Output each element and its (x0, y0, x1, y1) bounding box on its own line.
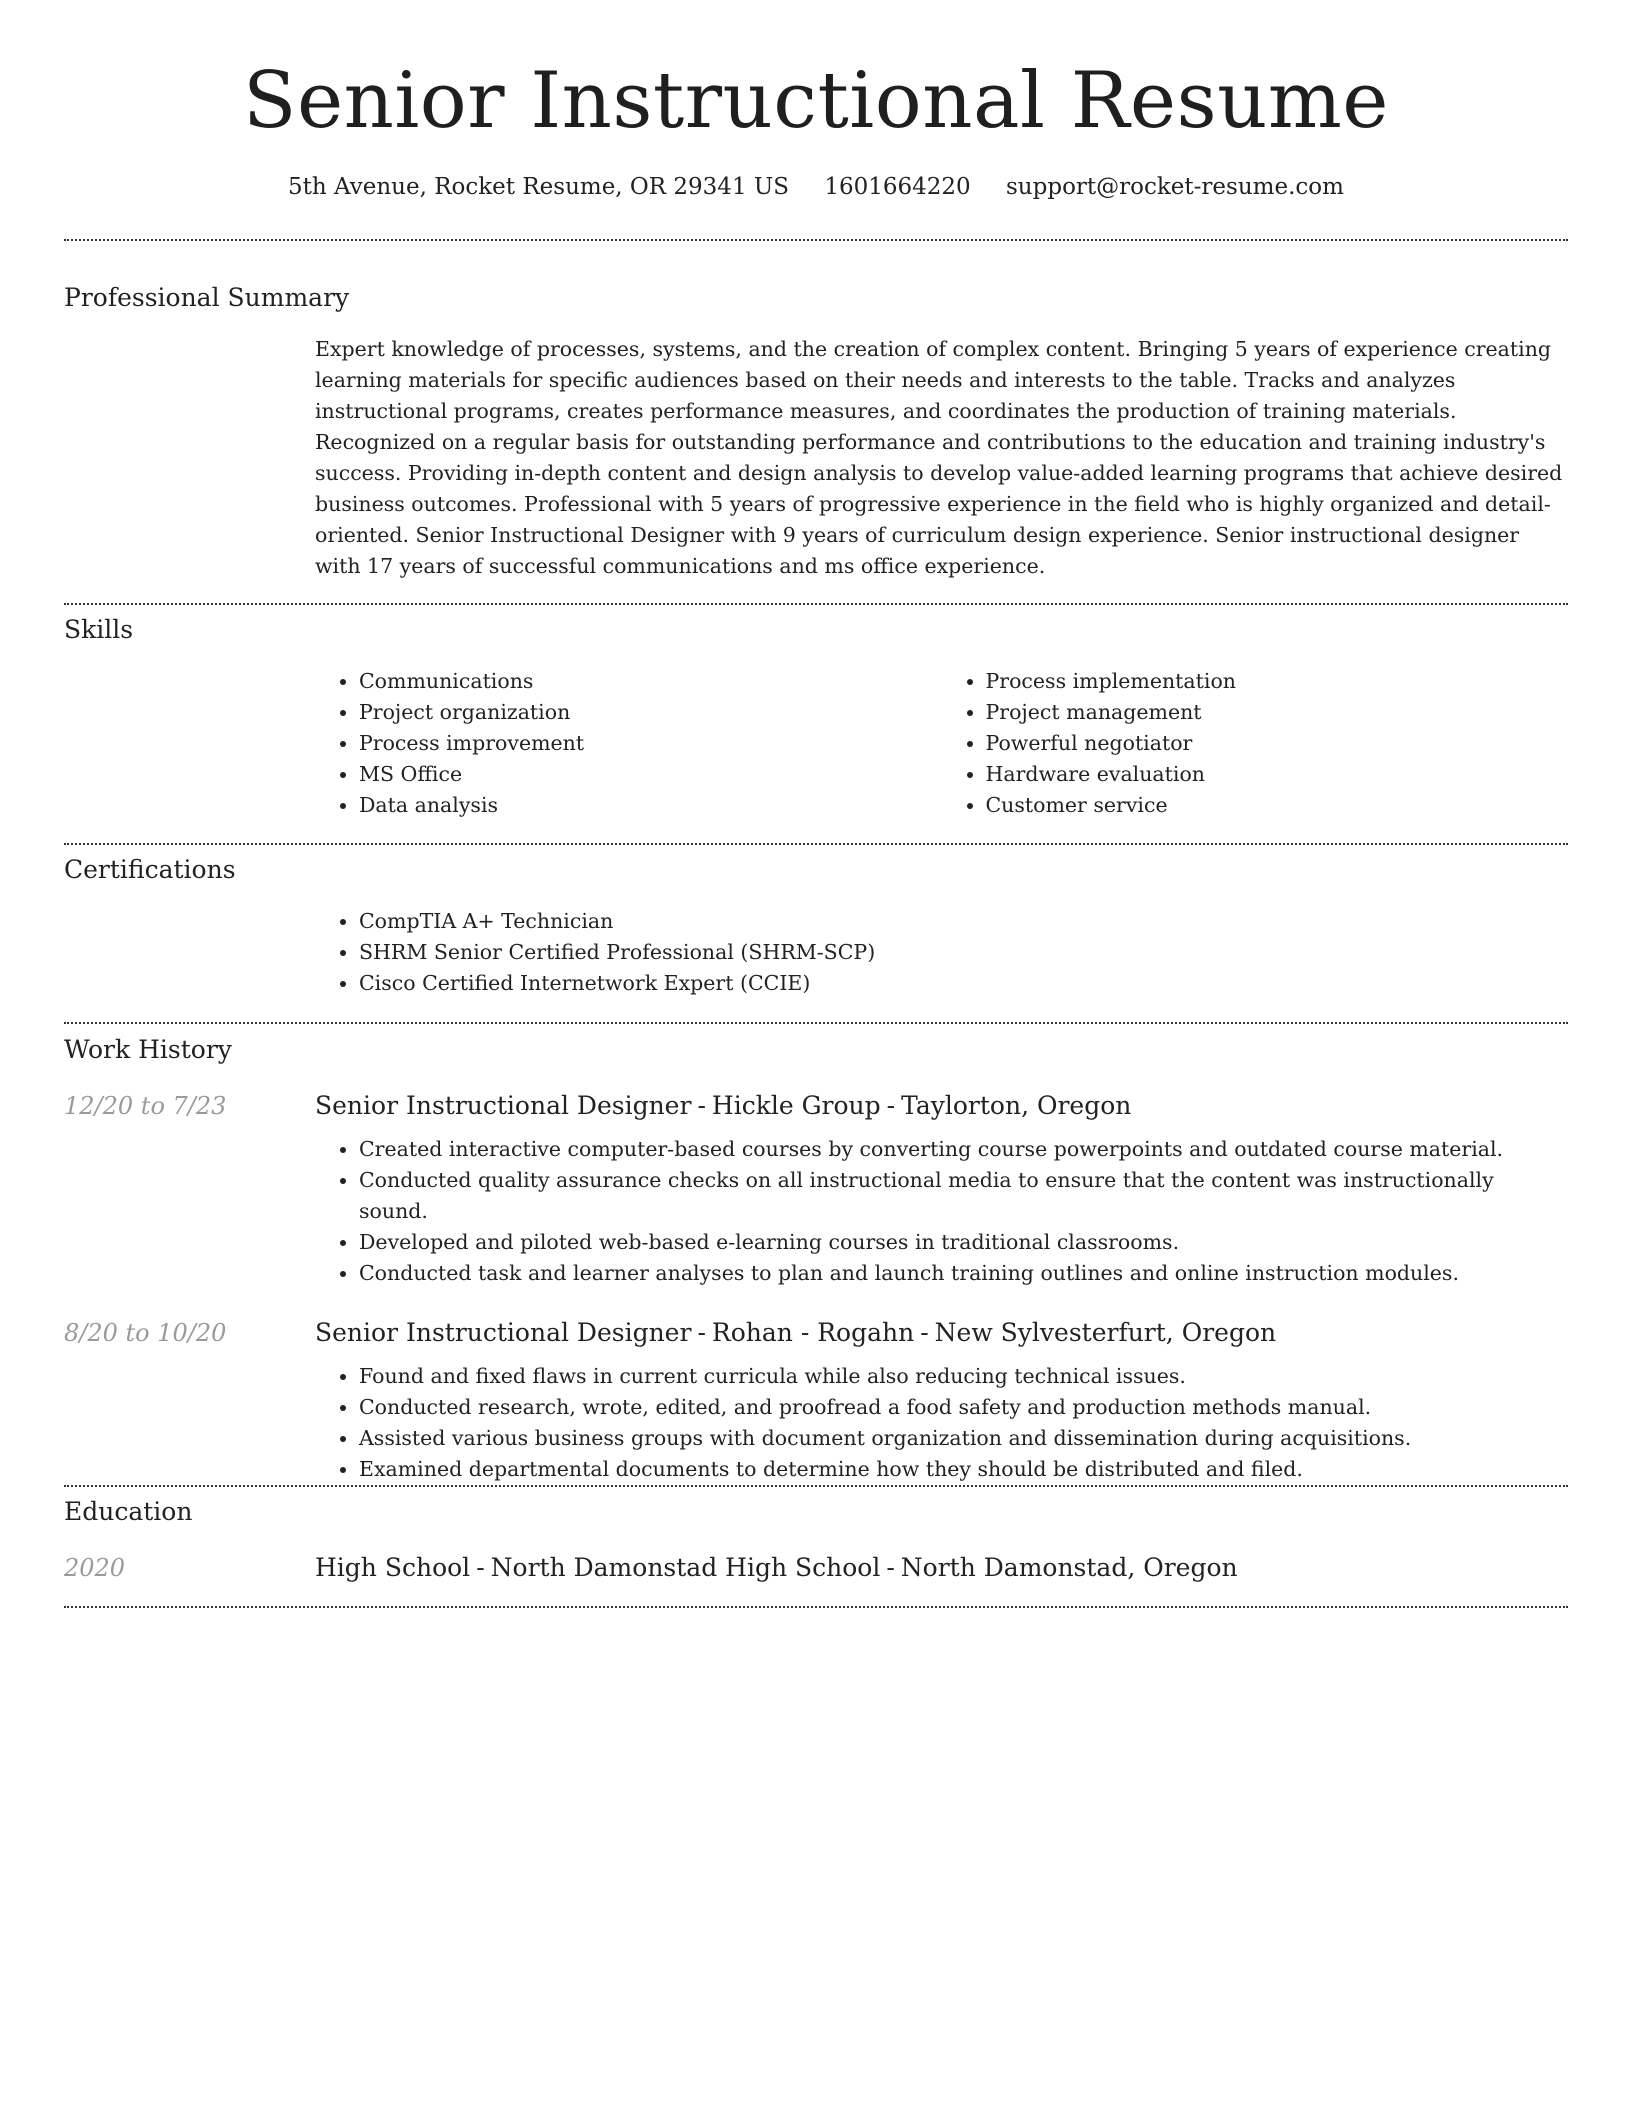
skill-item: • Project organization (359, 697, 942, 728)
certifications-list (315, 906, 1568, 999)
job-dates: 8/20 to 10/20 (64, 1319, 227, 1347)
skills-list-right (942, 666, 1569, 821)
work-heading: Work History (64, 1035, 232, 1064)
resume-title: Senior Instructional Resume (243, 56, 1389, 146)
skills-block (64, 612, 1568, 821)
job-duties (315, 1134, 1568, 1289)
job-bullet: • Conducted quality assurance checks on all instructional media to ensure that the content was instructionally sound. (359, 1165, 1568, 1227)
job-duties (315, 1361, 1568, 1485)
skill-item: • Data analysis (359, 790, 942, 821)
job-bullet: • Conducted task and learner analyses to plan and launch training outlines and online instruction modules. (359, 1258, 1568, 1289)
job-bullet: • Created interactive computer-based courses by converting course powerpoints and outdated course material. (359, 1134, 1568, 1165)
certifications-body (315, 906, 1568, 999)
certifications-block (64, 852, 1568, 999)
job-entry (64, 1315, 1568, 1485)
skill-item: • Process improvement (359, 728, 942, 759)
section-divider (64, 1606, 1568, 1608)
skills-list-left (315, 666, 942, 821)
certification-item: • Cisco Certified Internetwork Expert (CCIE) (359, 968, 1568, 999)
skills-heading: Skills (64, 615, 134, 644)
job-bullets (315, 1361, 1568, 1485)
job-bullet: • Examined departmental documents to determine how they should be distributed and filed. (359, 1454, 1568, 1485)
job-company: Rohan - Rogahn (711, 1318, 915, 1347)
skill-item: • Hardware evaluation (986, 759, 1569, 790)
skill-item: • Process implementation (986, 666, 1569, 697)
education-entry (64, 1550, 1568, 1586)
skill-item: • Project management (986, 697, 1569, 728)
certifications-heading: Certifications (64, 855, 236, 884)
education-location: North Damonstad, Oregon (900, 1553, 1238, 1582)
job-location: New Sylvesterfurt, Oregon (934, 1318, 1277, 1347)
skills-grid (315, 666, 1568, 821)
job-title: Senior Instructional Designer - Rohan - Rogahn - New Sylvesterfurt, Oregon (315, 1318, 1277, 1347)
job-bullet: • Found and fixed flaws in current curricula while also reducing technical issues. (359, 1361, 1568, 1392)
job-role: Senior Instructional Designer (315, 1091, 692, 1120)
section-divider (64, 843, 1568, 845)
job-entry (64, 1088, 1568, 1289)
job-bullets (315, 1134, 1568, 1289)
summary-text: Expert knowledge of processes, systems, and the creation of complex content. Bringing 5 years of experience creating learning materials for specific audiences based on their needs and interests to the table. Tracks and analyzes instructional programs, creates performance measures, and coordinates the production of training materials. Recognized on a regular basis for outstanding performance and contributions to the education and training industry's success. Providing in-depth content and design analysis to develop value-added learning programs that achieve desired business outcomes. Professional with 5 years of progressive experience in the field who is highly organized and detail-oriented. Senior Instructional Designer with 9 years of curriculum design experience. Senior instructional designer with 17 years of successful communications and ms office experience. (315, 337, 1563, 578)
education-title: High School - North Damonstad High School - North Damonstad, Oregon (315, 1553, 1238, 1582)
job-bullet: • Conducted research, wrote, edited, and proofread a food safety and production methods manual. (359, 1392, 1568, 1423)
education-school: North Damonstad High School (490, 1553, 881, 1582)
section-divider (64, 603, 1568, 605)
education-year: 2020 (64, 1554, 126, 1582)
job-title: Senior Instructional Designer - Hickle Group - Taylorton, Oregon (315, 1091, 1132, 1120)
contact-phone: 1601664220 (824, 174, 971, 200)
job-dates: 12/20 to 7/23 (64, 1092, 227, 1120)
job-role: Senior Instructional Designer (315, 1318, 692, 1347)
section-divider (64, 1022, 1568, 1024)
education-heading: Education (64, 1497, 193, 1526)
skill-item: • Customer service (986, 790, 1569, 821)
job-company: Hickle Group (711, 1091, 881, 1120)
skill-item: • MS Office (359, 759, 942, 790)
summary-block (64, 280, 1568, 582)
job-bullet: • Developed and piloted web-based e-learning courses in traditional classrooms. (359, 1227, 1568, 1258)
job-header (64, 1315, 1568, 1351)
education-degree: High School (315, 1553, 471, 1582)
summary-heading: Professional Summary (64, 283, 350, 312)
job-bullet: • Assisted various business groups with document organization and dissemination during acquisitions. (359, 1423, 1568, 1454)
summary-body (315, 334, 1568, 582)
job-header (64, 1088, 1568, 1124)
contact-address: 5th Avenue, Rocket Resume, OR 29341 US (288, 174, 790, 200)
contact-info (64, 170, 1568, 204)
contact-email: support@rocket-resume.com (1006, 174, 1344, 200)
skill-item: • Powerful negotiator (986, 728, 1569, 759)
work-block (64, 1032, 1568, 1485)
job-location: Taylorton, Oregon (901, 1091, 1132, 1120)
certification-item: • SHRM Senior Certified Professional (SHRM-SCP) (359, 937, 1568, 968)
education-block (64, 1494, 1568, 1586)
section-divider (64, 1485, 1568, 1487)
certification-item: • CompTIA A+ Technician (359, 906, 1568, 937)
skill-item: • Communications (359, 666, 942, 697)
